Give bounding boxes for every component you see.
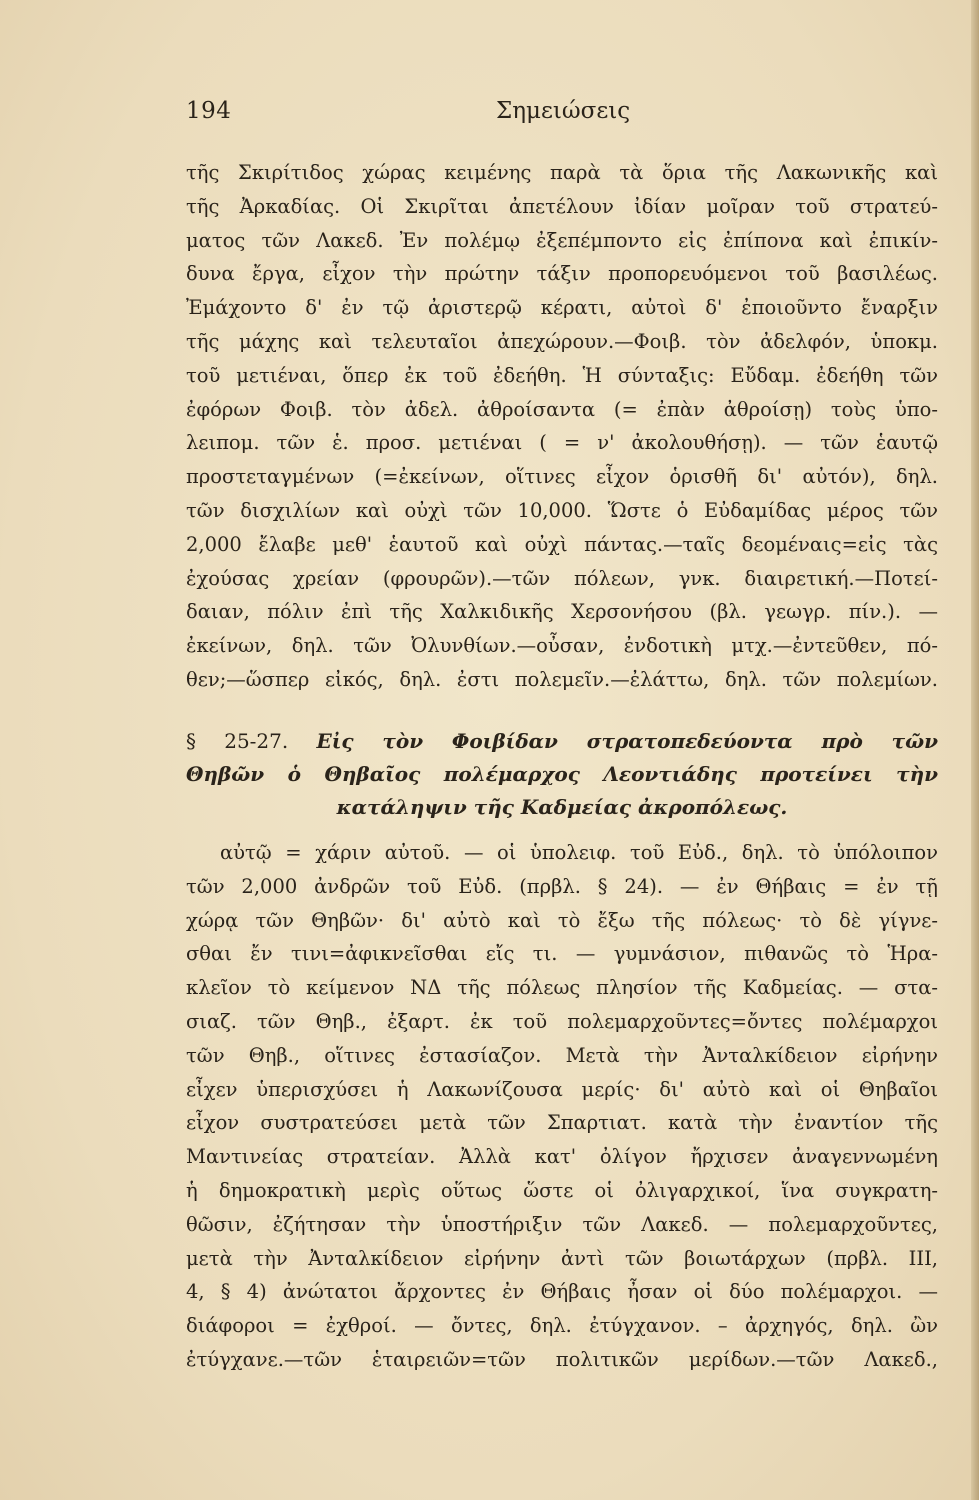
- section-heading-line: κατάληψιν τῆς Καδμείας ἀκροπόλεως.: [336, 795, 788, 819]
- text-line: τῆς Ἀρκαδίας. Οἱ Σκιρῖται ἀπετέλουν ἰδίαν μοῖραν τοῦ στρατεύ-: [186, 194, 938, 218]
- text-line: ματος τῶν Λακεδ. Ἐν πολέμῳ ἐξεπέμποντο εἰς ἐπίπονα καὶ ἐπικίν-: [186, 228, 938, 252]
- text-line: ἐκείνων, δηλ. τῶν Ὀλυνθίων.—οὖσαν, ἐνδοτικὴ μτχ.—ἐντεῦθεν, πό-: [186, 634, 938, 658]
- text-line: εἶχεν ὑπερισχύσει ἡ Λακωνίζουσα μερίς· δι' αὐτὸ καὶ οἱ Θηβαῖοι: [186, 1077, 938, 1101]
- notes-paragraph-2: [186, 836, 938, 1377]
- section-heading: [186, 725, 938, 824]
- text-line: θεν;—ὥσπερ εἰκός, δηλ. ἐστι πολεμεῖν.—ἐλάττω, δηλ. τῶν πολεμίων.: [186, 667, 938, 691]
- text-line: δυνα ἔργα, εἶχον τὴν πρώτην τάξιν προπορευόμενοι τοῦ βασιλέως.: [186, 262, 938, 286]
- text-line: 4, § 4) ἀνώτατοι ἄρχοντες ἐν Θήβαις ἦσαν οἱ δύο πολέμαρχοι. —: [186, 1280, 938, 1304]
- page-gutter-edge: [971, 0, 979, 1500]
- text-line: προστεταγμένων (=ἐκείνων, οἵτινες εἶχον ὁρισθῆ δι' αὐτόν), δηλ.: [186, 465, 938, 489]
- text-line: σιαζ. τῶν Θηβ., ἐξαρτ. ἐκ τοῦ πολεμαρχοῦντες=ὄντες πολέμαρχοι: [186, 1009, 938, 1033]
- text-line: θῶσιν, ἐζήτησαν τὴν ὑποστήριξιν τῶν Λακεδ. — πολεμαρχοῦντες,: [186, 1212, 938, 1236]
- text-line: ἐφόρων Φοιβ. τὸν ἀδελ. ἀθροίσαντα (= ἐπὰν ἀθροίσῃ) τοὺς ὑπο-: [186, 397, 938, 421]
- section-heading-line: Θηβῶν ὁ Θηβαῖος πολέμαρχος Λεοντιάδης προτείνει τὴν: [186, 762, 938, 786]
- text-line: τῶν Θηβ., οἵτινες ἐστασίαζον. Μετὰ τὴν Ἀνταλκίδειον εἰρήνην: [186, 1043, 938, 1067]
- text-line: τοῦ μετιέναι, ὅπερ ἐκ τοῦ ἐδεήθη. Ἡ σύνταξις: Εὔδαμ. ἐδεήθη τῶν: [186, 363, 938, 387]
- text-line: τῆς Σκιρίτιδος χώρας κειμένης παρὰ τὰ ὅρια τῆς Λακωνικῆς καὶ: [186, 161, 938, 184]
- notes-paragraph-1: [186, 156, 938, 697]
- text-line: Ἐμάχοντο δ' ἐν τῷ ἀριστερῷ κέρατι, αὐτοὶ δ' ἐποιοῦντο ἔναρξιν: [186, 296, 938, 320]
- text-line: χώρᾳ τῶν Θηβῶν· δι' αὐτὸ καὶ τὸ ἔξω τῆς πόλεως· τὸ δὲ γίγνε-: [186, 908, 938, 932]
- text-line: ἐτύγχανε.—τῶν ἑταιρειῶν=τῶν πολιτικῶν μερίδων.—τῶν Λακεδ.,: [186, 1347, 938, 1371]
- running-title: Σημειώσεις: [496, 98, 631, 124]
- text-line: κλεῖον τὸ κείμενον ΝΔ τῆς πόλεως πλησίον τῆς Καδμείας. — στα-: [186, 976, 938, 1000]
- text-line: ἐχούσας χρείαν (φρουρῶν).—τῶν πόλεων, γνκ. διαιρετική.—Ποτεί-: [186, 566, 938, 590]
- text-line: δαιαν, πόλιν ἐπὶ τῆς Χαλκιδικῆς Χερσονήσου (βλ. γεωγρ. πίν.). —: [186, 600, 938, 624]
- text-line: λειπομ. τῶν ἑ. προσ. μετιέναι ( = ν' ἀκολουθήσῃ). — τῶν ἑαυτῷ: [186, 431, 938, 455]
- section-heading-text: Εἰς τὸν Φοιβίδαν στρατοπεδεύοντα πρὸ τῶν: [316, 729, 939, 753]
- text-line: διάφοροι = ἐχθροί. — ὄντες, δηλ. ἐτύγχανον. – ἀρχηγός, δηλ. ὢν: [186, 1314, 938, 1338]
- text-line: μετὰ τὴν Ἀνταλκίδειον εἰρήνην ἀντὶ τῶν βοιωτάρχων (πρβλ. III,: [186, 1246, 938, 1270]
- section-heading-line: [186, 725, 938, 758]
- section-number: § 25-27.: [186, 729, 289, 753]
- text-line: σθαι ἔν τινι=ἀφικνεῖσθαι εἴς τι. — γυμνάσιον, πιθανῶς τὸ Ἡρα-: [186, 942, 938, 966]
- text-line: 2,000 ἔλαβε μεθ' ἑαυτοῦ καὶ οὐχὶ πάντας.—ταῖς δεομέναις=εἰς τὰς: [186, 532, 938, 556]
- text-line: Μαντινείας στρατείαν. Ἀλλὰ κατ' ὀλίγον ἤρχισεν ἀναγεννωμένη: [186, 1145, 938, 1169]
- text-line: τῆς μάχης καὶ τελευταῖοι ἀπεχώρουν.—Φοιβ. τὸν ἀδελφόν, ὑποκμ.: [186, 329, 938, 353]
- page-number: 194: [186, 98, 232, 124]
- text-line: εἶχον συστρατεύσει μετὰ τῶν Σπαρτιατ. κατὰ τὴν ἐναντίον τῆς: [186, 1111, 938, 1135]
- text-line: τῶν δισχιλίων καὶ οὐχὶ τῶν 10,000. Ὥστε ὁ Εὐδαμίδας μέρος τῶν: [186, 498, 938, 522]
- text-line: αὐτῷ = χάριν αὐτοῦ. — οἱ ὑπολειφ. τοῦ Εὐδ., δηλ. τὸ ὑπόλοιπον: [220, 841, 938, 864]
- text-line: τῶν 2,000 ἀνδρῶν τοῦ Εὐδ. (πρβλ. § 24). — ἐν Θήβαις = ἐν τῇ: [186, 874, 938, 898]
- text-line: ἡ δημοκρατικὴ μερὶς οὕτως ὥστε οἱ ὀλιγαρχικοί, ἵνα συγκρατη-: [186, 1178, 938, 1202]
- running-head: [186, 98, 938, 134]
